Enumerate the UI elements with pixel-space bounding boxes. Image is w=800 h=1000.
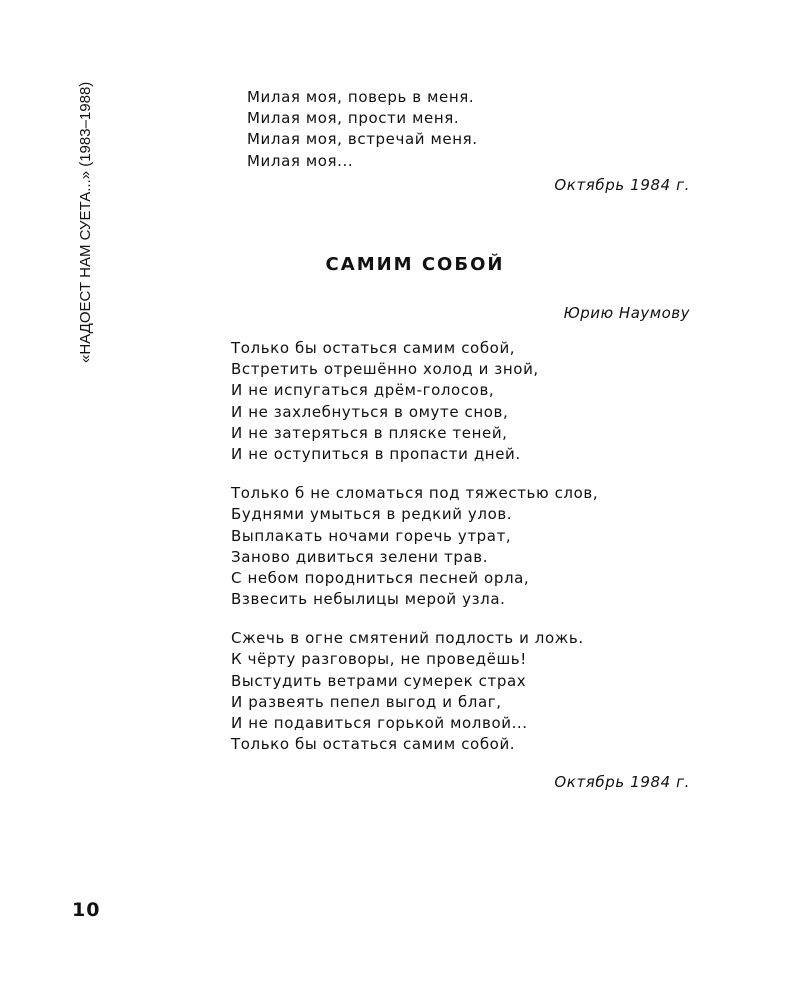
verse-line: И развеять пепел выгод и благ, [231, 692, 502, 711]
verse-line: Взвесить небылицы мерой узла. [231, 590, 506, 609]
poem-body [231, 338, 598, 755]
verse-line: Милая моя, прости меня. [247, 109, 460, 128]
verse-line: Милая моя, поверь в меня. [247, 88, 475, 106]
stanza-break [231, 465, 598, 483]
poem-dedication: Юрию Наумову [563, 304, 690, 322]
verse-line: И не затеряться в пляске теней, [231, 423, 508, 442]
verse-line: Буднями умыться в редкий улов. [231, 505, 513, 524]
poem-title: САМИМ СОБОЙ [325, 254, 505, 275]
verse-line: Выплакать ночами горечь утрат, [231, 526, 512, 545]
stanza-break [231, 610, 598, 628]
verse-line: Встретить отрешённо холод и зной, [231, 360, 539, 379]
verse-line: Только бы остаться самим собой. [231, 735, 516, 754]
verse-line: И не захлебнуться в омуте снов, [231, 402, 509, 421]
running-head: «НАДОЕСТ НАМ СУЕТА...» (1983–1988) [77, 81, 94, 363]
page-number: 10 [72, 899, 101, 921]
verse-line: Сжечь в огне смятений подлость и ложь. [231, 629, 584, 648]
verse-line: Выстудить ветрами сумерек страх [231, 671, 527, 690]
verse-line: К чёрту разговоры, не проведёшь! [231, 650, 527, 669]
verse-line: И не оступиться в пропасти дней. [231, 444, 521, 463]
previous-poem-ending [247, 87, 478, 172]
previous-poem-date: Октябрь 1984 г. [554, 176, 690, 194]
verse-line: С небом породниться песней орла, [231, 568, 530, 587]
verse-line: Только бы остаться самим собой, [231, 339, 516, 357]
verse-line: И не подавиться горькой молвой... [231, 714, 528, 732]
verse-line: Только б не сломаться под тяжестью слов, [231, 484, 599, 503]
verse-line: Заново дивиться зелени трав. [231, 547, 489, 566]
verse-line: Милая моя, встречай меня. [247, 130, 478, 149]
verse-line: Милая моя... [247, 151, 354, 170]
poem-date: Октябрь 1984 г. [554, 773, 690, 791]
verse-line: И не испугаться дрём-голосов, [231, 381, 495, 400]
